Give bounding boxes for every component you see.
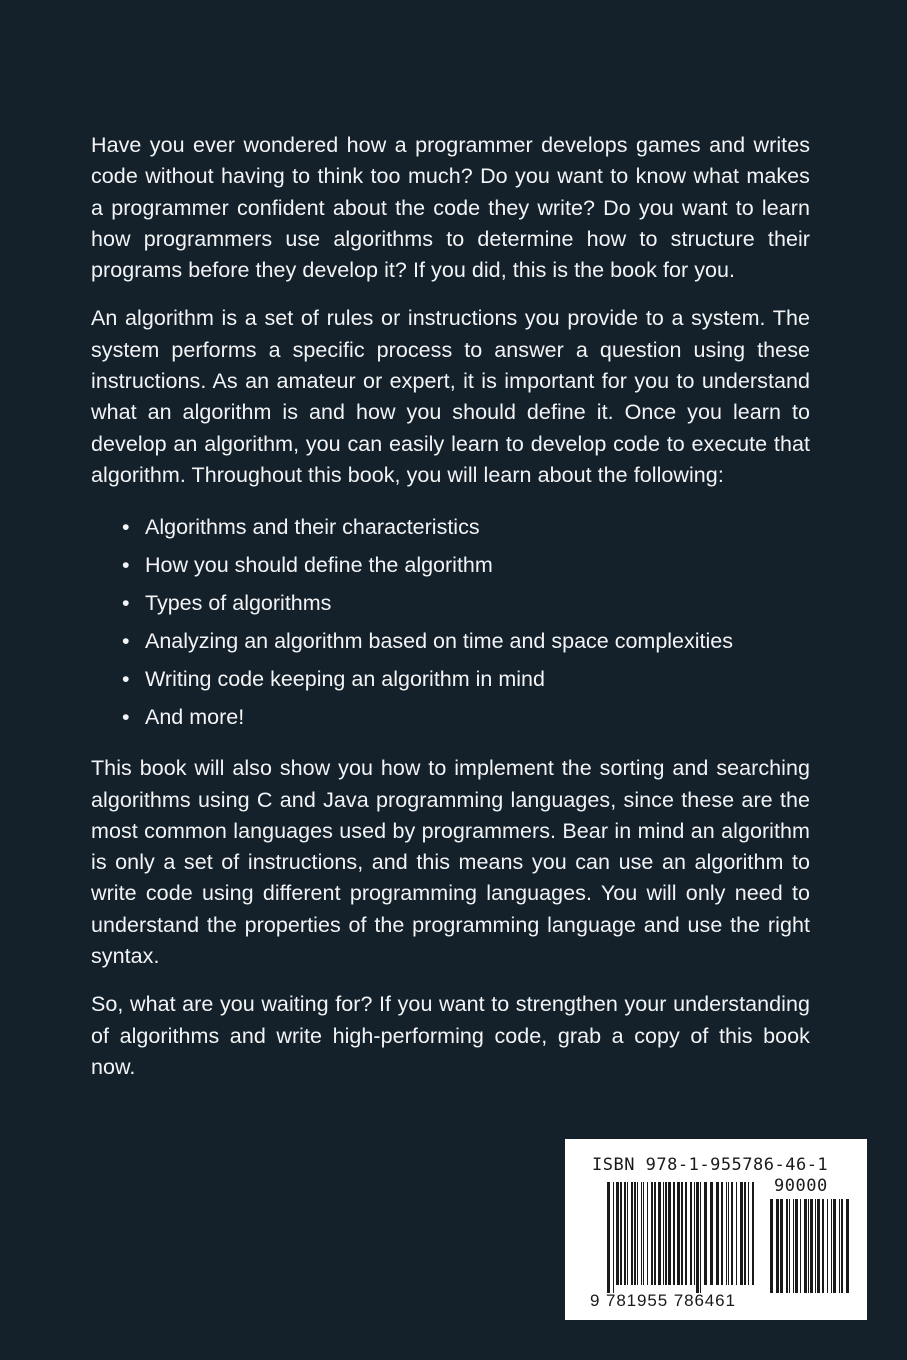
barcode-bar [620, 1182, 622, 1285]
barcode-bar [810, 1199, 813, 1293]
barcode-bar [728, 1182, 729, 1285]
bullet-icon: • [122, 515, 130, 540]
barcode-bar [839, 1199, 840, 1293]
barcode-bar [795, 1199, 798, 1293]
list-item [91, 660, 810, 698]
barcode-bar [776, 1199, 779, 1293]
list-item-text: Types of algorithms [145, 591, 332, 616]
barcode-bar [658, 1182, 661, 1285]
barcode-bar [726, 1182, 727, 1285]
list-item-text: How you should define the algorithm [145, 553, 493, 578]
barcode-bar [721, 1182, 723, 1285]
barcode-bar [663, 1182, 664, 1285]
list-item-text: Analyzing an algorithm based on time and space complexities [145, 629, 733, 654]
bullet-icon: • [122, 705, 130, 730]
closing-paragraph: So, what are you waiting for? If you want to strengthen your understanding of algorithms and write high-performing code, grab a copy of this book now. [91, 992, 810, 1079]
barcode-bar [716, 1182, 719, 1285]
barcode-bar [704, 1182, 707, 1285]
barcode-bar [808, 1199, 809, 1293]
barcode-bar [634, 1182, 636, 1285]
barcode-bar [624, 1182, 626, 1285]
barcode-bar [800, 1199, 801, 1293]
barcode-bar [822, 1199, 824, 1293]
list-item [91, 584, 810, 622]
implementation-paragraph: This book will also show you how to implement the sorting and searching algorithms using C and Java programming languages, since these are the most common languages used by programmers. Bear in mind an algorithm is only a set of instructions, and this means you can use an algorithm to write code using different programming languages. You will only need to understand the properties of the programming language and use the right syntax. [91, 756, 810, 969]
intro-paragraph: Have you ever wondered how a programmer develops games and writes code without having to think too much? Do you want to know what makes a programmer confident about the code they write? Do you want to learn how programmers use algorithms to determine how to structure their programs before they develop it? If you did, this is the book for you. [91, 133, 810, 283]
list-item-text: Writing code keeping an algorithm in mind [145, 667, 545, 692]
list-item-text: Algorithms and their characteristics [145, 515, 480, 540]
barcode-bar [613, 1182, 614, 1293]
barcode-bar [786, 1199, 788, 1293]
barcode-bar [815, 1199, 816, 1293]
barcode-bar [631, 1182, 633, 1285]
bullet-icon: • [122, 553, 130, 578]
barcode-bar [740, 1182, 743, 1285]
definition-paragraph: An algorithm is a set of rules or instructions you provide to a system. The system performs a specific process to answer a question using these instructions. As an amateur or expert, it is important for you to understand what an algorithm is and how you should define it. Once you learn to develop an algorithm, you can easily learn to develop code to execute that algorithm. Throughout this book, you will learn about the following: [91, 306, 810, 487]
barcode-bar [731, 1182, 733, 1285]
barcode-bar [736, 1182, 737, 1285]
barcode-bar [780, 1199, 783, 1293]
barcode-bar [789, 1199, 790, 1293]
list-item [91, 508, 810, 546]
barcode-bar [827, 1199, 828, 1293]
isbn-label: ISBN 978-1-955786-46-1 [592, 1155, 829, 1175]
barcode-bar [690, 1182, 692, 1285]
barcode-bar [654, 1182, 656, 1285]
list-item [91, 698, 810, 736]
list-item [91, 622, 810, 660]
bullet-icon: • [122, 591, 130, 616]
bullet-icon: • [122, 667, 130, 692]
list-item [91, 546, 810, 584]
barcode-bar [616, 1182, 619, 1285]
barcode-bar [841, 1199, 843, 1293]
barcode-bar [700, 1182, 701, 1293]
barcode-bar [651, 1182, 653, 1285]
isbn-barcode-box [565, 1139, 867, 1320]
barcode-bar [677, 1182, 680, 1285]
barcode-bar [641, 1182, 642, 1285]
barcode-bar [681, 1182, 683, 1285]
price-code: 90000 [774, 1176, 828, 1196]
barcode-bar [665, 1182, 667, 1285]
barcode-bar [627, 1182, 628, 1285]
back-cover-blurb [91, 130, 810, 1100]
bullet-icon: • [122, 629, 130, 654]
topics-list [91, 508, 810, 736]
barcode-bar [831, 1199, 832, 1293]
barcode-bar [804, 1199, 807, 1293]
barcode-bar [846, 1199, 849, 1293]
barcode-bar [710, 1182, 713, 1285]
barcode-bar [637, 1182, 638, 1285]
barcode-bar [685, 1182, 687, 1285]
barcode-bar [748, 1182, 749, 1285]
barcode-bar [643, 1182, 644, 1285]
barcode-bar [696, 1182, 699, 1293]
barcode-bar [817, 1199, 820, 1293]
barcode-bar [694, 1182, 695, 1285]
barcode-bar [744, 1182, 746, 1285]
barcode-bar [770, 1199, 773, 1293]
barcode-bar [647, 1182, 648, 1285]
list-item-text: And more! [145, 705, 245, 730]
barcode-bar [607, 1182, 610, 1293]
barcode-bar [668, 1182, 671, 1285]
barcode-bar [833, 1199, 836, 1293]
barcode-bar [752, 1182, 754, 1285]
barcode-digits: 9 781955 786461 [590, 1291, 736, 1310]
barcode-bar [673, 1182, 675, 1285]
barcode-bar [793, 1199, 794, 1293]
